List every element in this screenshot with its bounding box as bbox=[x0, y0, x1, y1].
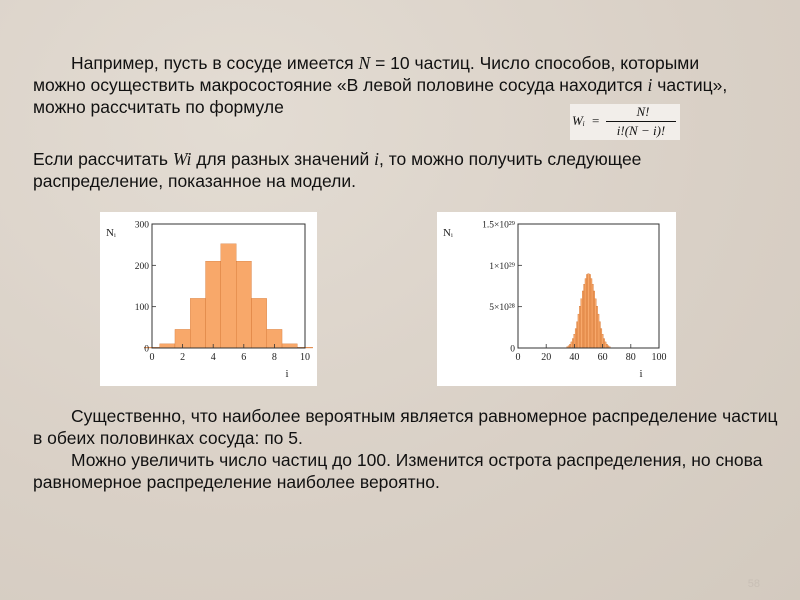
n100-bar bbox=[598, 314, 599, 348]
n100-x-tick-label: 20 bbox=[541, 352, 552, 363]
n10-y-tick-label: 0 bbox=[144, 344, 149, 355]
n100-bar bbox=[585, 279, 586, 348]
intro-text-2: = 10 частиц. Число способов, которыми можно осуществить макросостояние «В левой половине сосуда находится bbox=[33, 53, 700, 95]
n10-x-tick-label: 4 bbox=[210, 352, 216, 363]
n10-y-axis-label: Nᵢ bbox=[106, 227, 116, 239]
n10-x-axis-label: i bbox=[285, 368, 289, 380]
n100-bar bbox=[582, 291, 583, 348]
intro-text-3: частиц», можно рассчитать по формуле bbox=[33, 75, 728, 117]
n10-bar bbox=[190, 298, 205, 348]
n10-x-tick-label: 10 bbox=[300, 352, 310, 363]
var-i-2: i bbox=[374, 149, 379, 169]
n100-bar bbox=[581, 299, 582, 348]
n10-x-tick-label: 6 bbox=[241, 352, 247, 363]
n100-bar bbox=[600, 329, 601, 348]
n10-bar bbox=[160, 344, 175, 348]
dist-text-1: Если рассчитать bbox=[33, 149, 173, 169]
n100-bar bbox=[578, 314, 579, 348]
histogram-n10 bbox=[100, 212, 317, 386]
formula-numerator: N! bbox=[636, 104, 650, 119]
n10-bar bbox=[236, 261, 251, 348]
histogram-n100-svg bbox=[437, 212, 676, 386]
n100-bar bbox=[572, 339, 573, 348]
n100-bar bbox=[606, 344, 607, 348]
conclusion-paragraph bbox=[33, 405, 783, 493]
n10-y-tick-label: 100 bbox=[134, 303, 149, 314]
n100-y-tick-label: 1.5×10²⁹ bbox=[482, 220, 515, 231]
n100-bar bbox=[592, 284, 593, 348]
n100-bar bbox=[595, 299, 596, 348]
dist-text-2: для разных значений bbox=[191, 149, 375, 169]
n10-x-tick-label: 8 bbox=[271, 352, 277, 363]
fraction-bar bbox=[606, 121, 676, 122]
n10-x-tick-label: 0 bbox=[149, 352, 155, 363]
histogram-n10-svg bbox=[100, 212, 317, 386]
n10-y-tick-label: 200 bbox=[134, 261, 149, 272]
intro-text-1: Например, пусть в сосуде имеется bbox=[71, 53, 359, 73]
dist-text-3: , то можно получить следующее распределение, показанное на модели. bbox=[33, 149, 642, 191]
n10-bar bbox=[221, 244, 236, 348]
n100-bar bbox=[591, 279, 592, 348]
formula-denominator: i!(N − i)! bbox=[616, 123, 666, 138]
n100-bar bbox=[571, 342, 572, 348]
n100-bar bbox=[575, 329, 576, 348]
n100-bar bbox=[605, 342, 606, 348]
n100-bar bbox=[569, 344, 570, 348]
var-w: Wi bbox=[172, 149, 192, 169]
conclusion-line-1: Существенно, что наиболее вероятным является равномерное распределение частиц в обеих половинках сосуда: по 5. bbox=[33, 406, 778, 448]
n100-bar bbox=[593, 291, 594, 348]
n10-y-tick-label: 300 bbox=[134, 220, 149, 231]
formula-equals: = bbox=[592, 113, 600, 128]
n100-x-tick-label: 100 bbox=[651, 352, 667, 363]
n10-x-tick-label: 2 bbox=[180, 352, 186, 363]
n10-bar bbox=[251, 298, 266, 348]
var-i: i bbox=[647, 75, 653, 95]
n100-x-tick-label: 80 bbox=[625, 352, 636, 363]
formula-image bbox=[570, 104, 680, 140]
formula-lhs: Wᵢ bbox=[572, 113, 585, 128]
var-n: N bbox=[358, 53, 371, 73]
n100-bar bbox=[603, 339, 604, 348]
n100-bar bbox=[584, 284, 585, 348]
n100-x-tick-label: 0 bbox=[515, 352, 521, 363]
n100-bar bbox=[589, 274, 590, 348]
n10-bar bbox=[282, 344, 297, 348]
n100-x-tick-label: 60 bbox=[597, 352, 608, 363]
histogram-n100 bbox=[437, 212, 676, 386]
n100-bar bbox=[586, 274, 587, 348]
n100-y-tick-label: 5×10²⁸ bbox=[489, 303, 515, 314]
n100-bar bbox=[596, 306, 597, 348]
n100-x-tick-label: 40 bbox=[569, 352, 580, 363]
n100-bar bbox=[579, 306, 580, 348]
n100-bar bbox=[599, 322, 600, 348]
page-number: 58 bbox=[747, 578, 760, 590]
n100-y-axis-label: Nᵢ bbox=[443, 227, 453, 239]
n100-bar bbox=[577, 322, 578, 348]
n100-x-axis-label: i bbox=[639, 368, 643, 380]
n100-y-tick-label: 0 bbox=[510, 344, 515, 355]
n100-y-tick-label: 1×10²⁹ bbox=[489, 261, 515, 272]
distribution-paragraph bbox=[33, 148, 753, 192]
conclusion-line-2: Можно увеличить число частиц до 100. Изменится острота распределения, но снова равномерное распределение наиболее вероятно. bbox=[33, 450, 763, 492]
n100-bar bbox=[588, 274, 589, 348]
n10-bar bbox=[206, 261, 221, 348]
